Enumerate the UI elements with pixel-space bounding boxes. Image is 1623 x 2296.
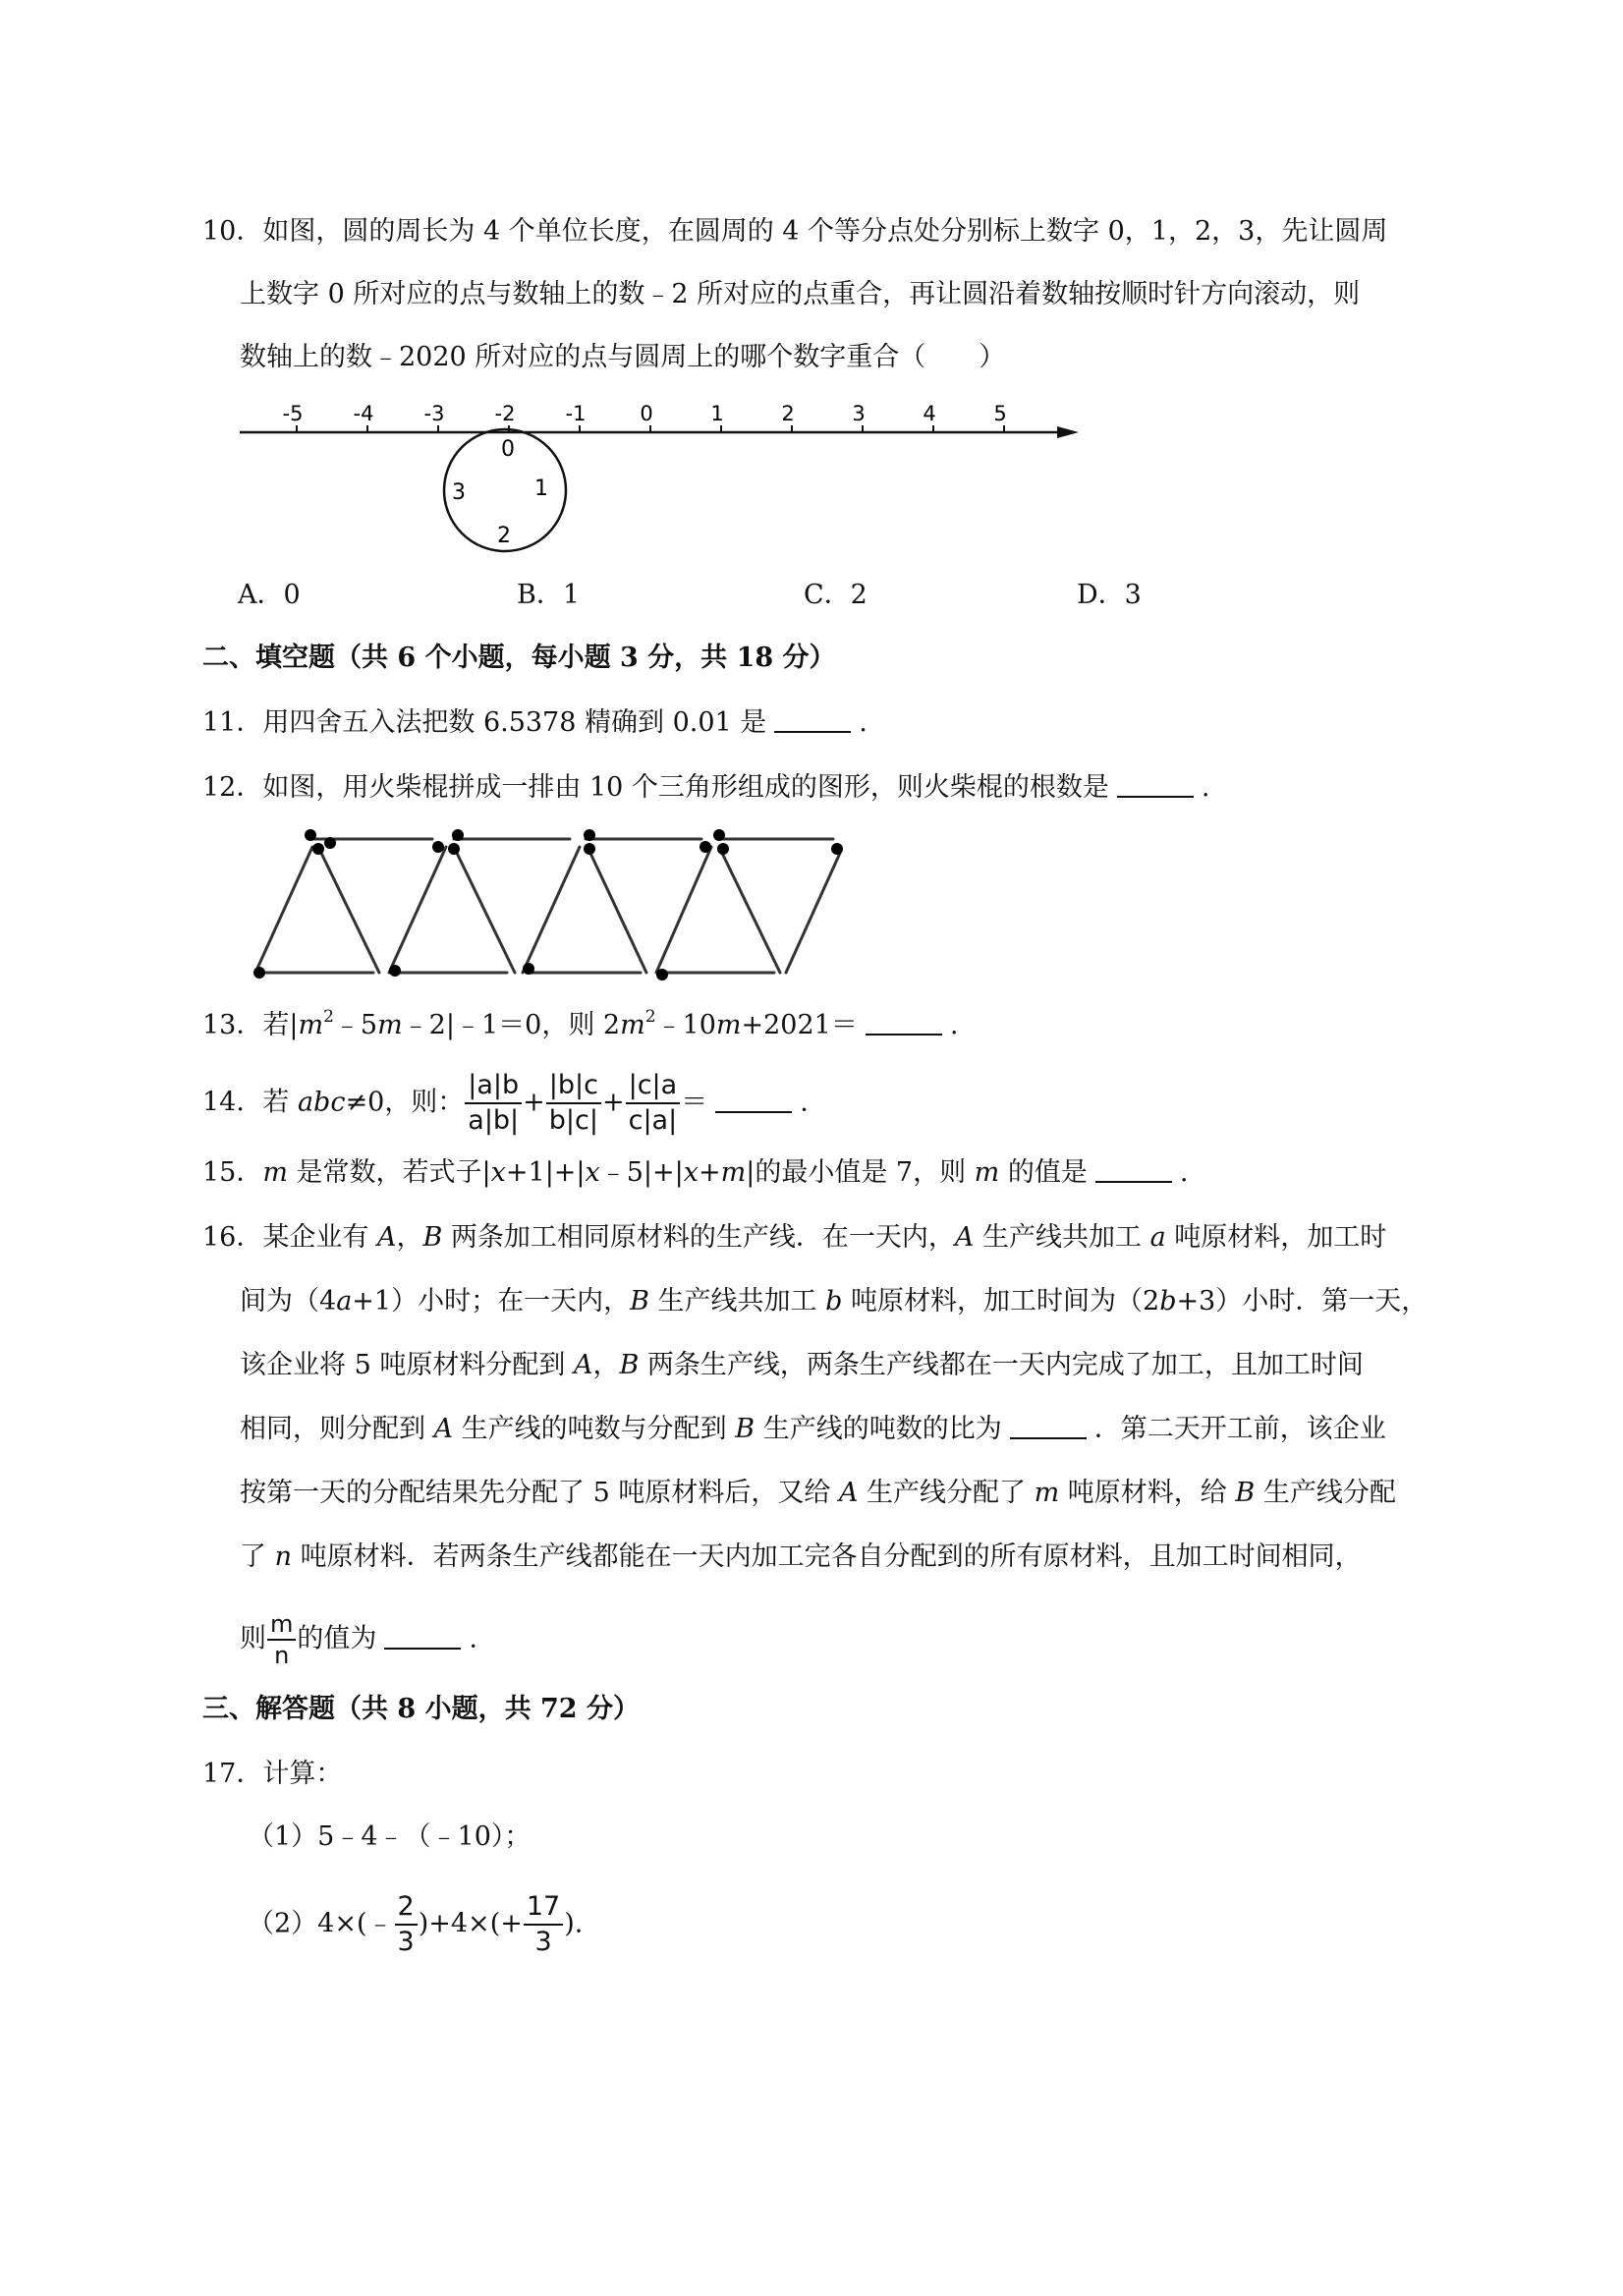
axis-tick-label: -1: [565, 402, 587, 425]
q10-line-1: 10．如图，圆的周长为 4 个单位长度，在圆周的 4 个等分点处分别标上数字 0，1，2，3，先让圆周: [202, 216, 1388, 247]
axis-tick-label: -5: [282, 402, 304, 425]
matchstick: [318, 847, 379, 973]
q16-answer-blank-2: [384, 1624, 461, 1650]
q14: 14．若 abc≠0，则： $\frac{|a|b}{a|b|}$ + $\frac{|b|c}{b|c|}$ + $\frac{|c|a}{c|a|}$ ＝ .: [202, 1070, 809, 1136]
circle-digit-1: 1: [534, 476, 548, 501]
axis-tick-label: 1: [710, 402, 724, 425]
q17-part-2: （2）4×(﹣ $\frac{2}{3}$ )+4×(+ $\frac{17}{3}$ ).: [248, 1891, 584, 1957]
q14-fraction-2: $\frac{|b|c}{b|c|}$: [546, 1071, 601, 1136]
match-head: [584, 843, 595, 855]
q14-fraction-3: $\frac{|c|a}{c|a|}$: [626, 1071, 681, 1136]
q11-answer-blank: [774, 707, 851, 733]
q17-part-1: （1）5﹣4﹣（﹣10）；: [248, 1821, 532, 1852]
number-line-figure: [232, 393, 1096, 560]
q11: [202, 705, 867, 741]
axis-tick-labels: [283, 402, 1007, 425]
q10-option-d: D．3: [1077, 580, 1142, 610]
matchstick: [656, 847, 711, 973]
matchstick: [719, 847, 780, 973]
axis-tick-label: -3: [423, 402, 445, 425]
match-head: [312, 843, 324, 855]
q16-line-3: 该企业将 5 吨原材料分配到 A，B 两条生产线，两条生产线都在一天内完成了加工，且加工时间: [240, 1350, 1364, 1380]
match-head: [305, 829, 316, 841]
match-head: [523, 963, 534, 975]
q11-text: 11．用四舍五入法把数 6.5378 精确到 0.01 是: [202, 707, 767, 738]
q10-option-c: C．2: [804, 580, 867, 610]
matchstick: [786, 851, 841, 973]
match-head: [324, 837, 336, 849]
q16-line-2: 间为（4a+1）小时；在一天内，B 生产线共加工 b 吨原材料，加工时间为（2b+3）小时．第一天，: [240, 1286, 1428, 1316]
q15: 15．m 是常数，若式子|x+1|+|x﹣5|+|x+m|的最小值是 7，则 m 的值是 .: [202, 1157, 1189, 1188]
q17-title: 17．计算：: [202, 1759, 343, 1789]
match-head: [584, 829, 595, 841]
section-3-title: 三、解答题（共 8 小题，共 72 分）: [202, 1694, 640, 1724]
q16-line-7: 则 $\frac{m}{n}$ 的值为 .: [240, 1610, 477, 1669]
circle-digit-2: 2: [497, 524, 511, 548]
axis-tick-label: -2: [494, 402, 516, 425]
axis-tick-label: 3: [852, 402, 866, 425]
q12-answer-blank: [1117, 772, 1194, 798]
match-head: [389, 965, 401, 977]
match-head: [448, 843, 460, 855]
q12: [202, 770, 1209, 806]
match-head: [432, 841, 444, 853]
q15-answer-blank: [1095, 1157, 1172, 1183]
matchstick: [389, 847, 446, 973]
q10-option-b: B．1: [517, 580, 581, 610]
q13: 13．若$|m^2﹣5m﹣2|﹣1=0$，则 $2m^2﹣10m+2021=$ .: [202, 1007, 959, 1040]
match-head: [253, 967, 265, 979]
match-head: [713, 829, 725, 841]
match-head: [452, 829, 464, 841]
q16-line-5: 按第一天的分配结果先分配了 5 吨原材料后，又给 A 生产线分配了 m 吨原材料，给 B 生产线分配: [240, 1478, 1396, 1508]
q16-fraction-m-over-n: $\frac{m}{n}$: [267, 1611, 296, 1668]
matchstick: [255, 847, 312, 973]
section-2-title: 二、填空题（共 6 个小题，每小题 3 分，共 18 分）: [202, 643, 836, 673]
match-head: [656, 969, 668, 980]
axis-tick-label: 4: [923, 402, 936, 425]
number-line-arrow: [1057, 426, 1079, 438]
circle-digit-0: 0: [501, 437, 515, 462]
axis-tick-label: -4: [353, 402, 374, 425]
q17-fraction-2: $\frac{17}{3}$: [524, 1892, 563, 1957]
q10-line-3: 数轴上的数﹣2020 所对应的点与圆周上的哪个数字重合（ ）: [240, 342, 1006, 372]
q12-end: .: [1201, 772, 1210, 803]
q16-line-4: 相同，则分配到 A 生产线的吨数与分配到 B 生产线的吨数的比为 ．第二天开工前，该企业: [240, 1414, 1386, 1444]
q16-answer-blank-1: [1010, 1414, 1087, 1439]
q10-line-2: 上数字 0 所对应的点与数轴上的数﹣2 所对应的点重合，再让圆沿着数轴按顺时针方向滚动，则: [240, 279, 1361, 309]
q10-option-a: A．0: [238, 580, 301, 610]
q14-fraction-1: $\frac{|a|b}{a|b|}$: [465, 1071, 522, 1136]
axis-tick-label: 2: [781, 402, 795, 425]
matchstick: [523, 847, 580, 973]
circle-digit-3: 3: [452, 480, 466, 505]
q12-text: 12．如图，用火柴棍拼成一排由 10 个三角形组成的图形，则火柴棍的根数是: [202, 772, 1109, 803]
axis-tick-label: 0: [640, 402, 653, 425]
axis-tick-label: 5: [993, 402, 1007, 425]
matchstick: [454, 847, 515, 973]
matchstick: [588, 847, 646, 973]
q17-fraction-1: $\frac{2}{3}$: [395, 1892, 418, 1957]
match-head: [717, 843, 729, 855]
match-head: [831, 843, 843, 855]
match-head: [700, 841, 711, 853]
q13-answer-blank: [866, 1010, 942, 1036]
q16-line-1: 16．某企业有 A，B 两条加工相同原材料的生产线．在一天内，A 生产线共加工 a 吨原材料，加工时: [202, 1222, 1387, 1253]
q16-line-6: 了 n 吨原材料．若两条生产线都能在一天内加工完各自分配到的所有原材料，且加工时间相同，: [240, 1541, 1362, 1572]
matchstick-triangles-figure: [236, 823, 855, 990]
q14-answer-blank: [715, 1088, 792, 1113]
q11-end: .: [859, 707, 867, 738]
